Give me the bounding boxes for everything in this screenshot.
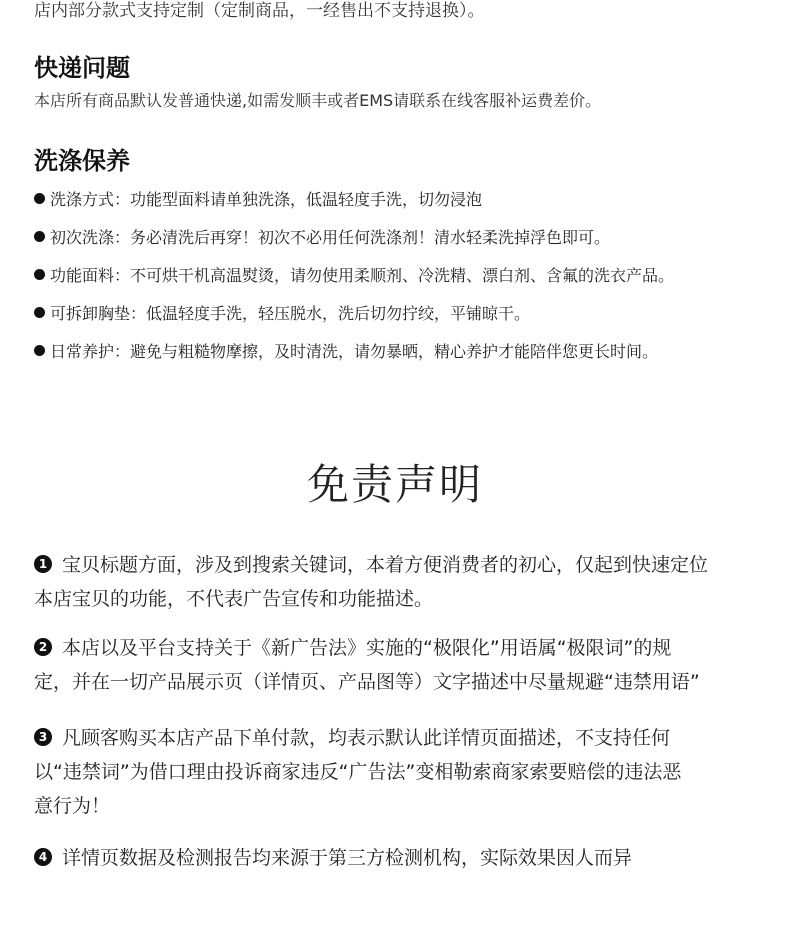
- disclaimer-line: 定，并在一切产品展示页（详情页、产品图等）文字描述中尽量规避“违禁用语”: [34, 671, 700, 693]
- number-2-icon: 2: [34, 638, 52, 656]
- disclaimer-title: 免责声明: [306, 460, 483, 509]
- bullet-dot-icon: [34, 231, 45, 242]
- care-item-text: 初次洗涤：务必清洗后再穿！初次不必用任何洗涤剂！清水轻柔洗掉浮色即可。: [50, 228, 611, 247]
- disclaimer-line: 宝贝标题方面，涉及到搜索关键词，本着方便消费者的初心，仅起到快速定位: [62, 554, 709, 576]
- disclaimer-item-4: [34, 843, 632, 870]
- disclaimer-line: 意行为！: [34, 795, 111, 817]
- number-3-icon: 3: [34, 728, 52, 746]
- bullet-dot-icon: [34, 193, 45, 204]
- care-heading: 洗涤保养: [34, 147, 130, 175]
- care-item: [34, 225, 610, 248]
- disclaimer-line: 以“违禁词”为借口理由投诉商家违反“广告法”变相勒索商家索要赔偿的违法恶: [34, 761, 682, 783]
- number-1-icon: 1: [34, 555, 52, 573]
- disclaimer-line: 凡顾客购买本店产品下单付款，均表示默认此详情页面描述，不支持任何: [62, 727, 671, 749]
- disclaimer-item-3: [34, 723, 670, 750]
- care-item: [34, 263, 674, 286]
- shipping-heading: 快递问题: [34, 54, 130, 82]
- care-item-text: 洗涤方式：功能型面料请单独洗涤，低温轻度手洗，切勿浸泡: [50, 190, 483, 209]
- care-item-text: 功能面料：不可烘干机高温熨烫，请勿使用柔顺剂、冷洗精、漂白剂、含氟的洗衣产品。: [50, 266, 675, 285]
- bullet-dot-icon: [34, 269, 45, 280]
- disclaimer-line: 本店宝贝的功能，不代表广告宣传和功能描述。: [34, 588, 434, 610]
- custom-order-note: 店内部分款式支持定制（定制商品，一经售出不支持退换）。: [34, 1, 485, 21]
- care-item: [34, 187, 482, 210]
- bullet-dot-icon: [34, 307, 45, 318]
- care-item: [34, 301, 530, 324]
- disclaimer-item-1: [34, 550, 708, 577]
- care-item-text: 日常养护：避免与粗糙物摩擦，及时清洗，请勿暴晒，精心养护才能陪伴您更长时间。: [50, 342, 659, 361]
- bullet-dot-icon: [34, 345, 45, 356]
- disclaimer-line: 详情页数据及检测报告均来源于第三方检测机构，实际效果因人而异: [62, 847, 633, 869]
- care-item-text: 可拆卸胸垫：低温轻度手洗，轻压脱水，洗后切勿拧绞，平铺晾干。: [50, 304, 531, 323]
- disclaimer-line: 本店以及平台支持关于《新广告法》实施的“极限化”用语属“极限词”的规: [62, 637, 672, 659]
- shipping-text: 本店所有商品默认发普通快递,如需发顺丰或者EMS请联系在线客服补运费差价。: [34, 91, 602, 110]
- number-4-icon: 4: [34, 848, 52, 866]
- disclaimer-item-2: [34, 633, 671, 660]
- care-item: [34, 339, 658, 362]
